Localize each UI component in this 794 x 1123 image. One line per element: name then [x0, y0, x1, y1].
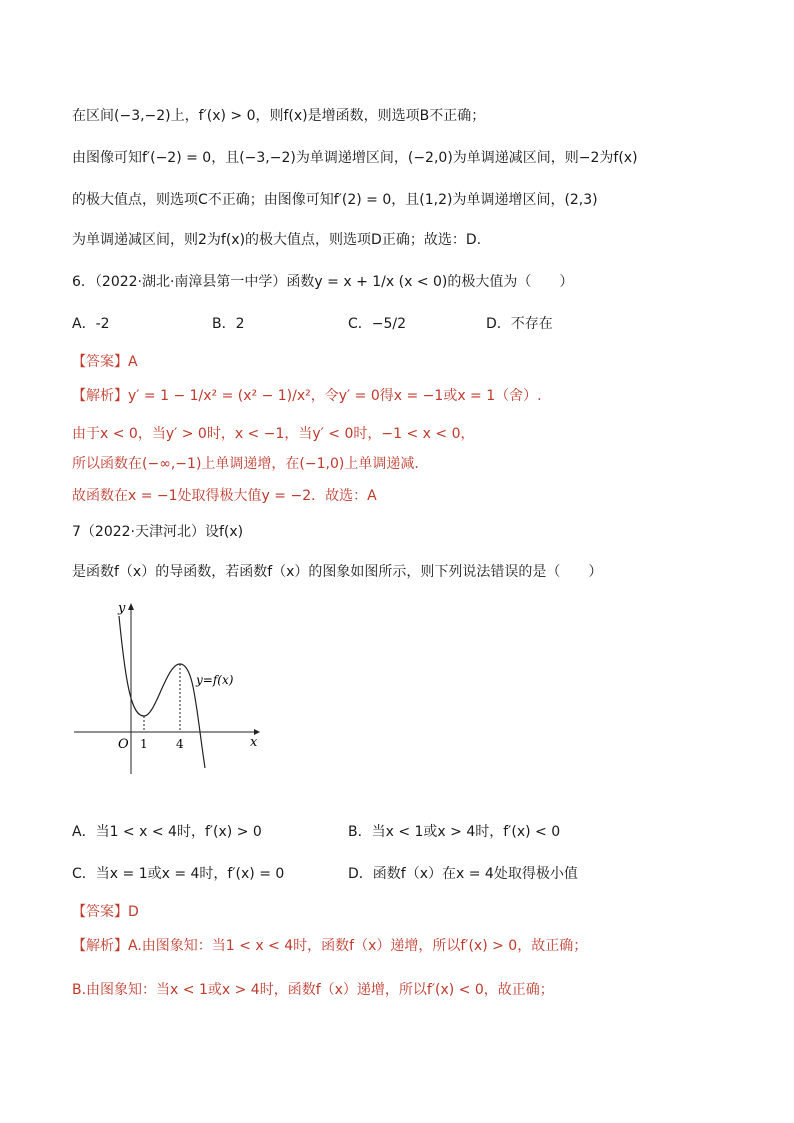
- q6-analysis-1: 【解析】y′ = 1 − 1/x² = (x² − 1)/x²，令y′ = 0得x = −1或x = 1（舍）.: [72, 388, 542, 404]
- q7-option-a: A．当1 < x < 4时，f′(x) > 0: [72, 824, 262, 840]
- text-line-1: 在区间(−3,−2)上，f′(x) > 0，则f(x)是增函数，则选项B不正确；: [72, 108, 486, 124]
- question-6-stem: 6．（2022·湖北·南漳县第一中学）函数y = x + 1/x (x < 0)的极大值为（ ）: [72, 274, 574, 290]
- curve-label: y=f(x): [196, 673, 234, 687]
- q6-option-b: B．2: [212, 316, 245, 332]
- q6-option-c: C．−5/2: [348, 316, 407, 332]
- q7-analysis-1: 【解析】A.由图象知：当1 < x < 4时，函数f（x）递增，所以f′(x) > 0，故正确；: [72, 938, 588, 954]
- q6-analysis-4: 故函数在x = −1处取得极大值y = −2．故选：A: [72, 488, 377, 504]
- y-axis-arrow: [128, 603, 134, 610]
- x-axis-label: x: [250, 735, 258, 750]
- tick-label-4: 4: [176, 737, 184, 751]
- question-7-stem-2: 是函数f（x）的导函数，若函数f（x）的图象如图所示，则下列说法错误的是（ ）: [72, 564, 603, 580]
- q7-option-c: C．当x = 1或x = 4时，f′(x) = 0: [72, 866, 285, 882]
- q6-option-a: A．-2: [72, 316, 110, 332]
- function-curve: [119, 616, 205, 768]
- y-axis-label: y: [118, 601, 126, 616]
- q6-option-d: D．不存在: [486, 316, 553, 332]
- q7-analysis-2: B.由图象知：当x < 1或x > 4时，函数f（x）递增，所以f′(x) < 0，故正确；: [72, 982, 554, 998]
- q7-answer: 【答案】D: [72, 904, 139, 920]
- text-line-4: 为单调递减区间，则2为f(x)的极大值点，则选项D正确；故选：D.: [72, 232, 482, 248]
- text-line-2: 由图像可知f′(−2) = 0，且(−3,−2)为单调递增区间，(−2,0)为单调递减区间，则−2为f(x): [72, 150, 638, 166]
- q6-answer: 【答案】A: [72, 354, 138, 370]
- question-7-stem-1: 7（2022·天津河北）设f(x): [72, 524, 244, 540]
- q6-analysis-3: 所以函数在(−∞,−1)上单调递增，在(−1,0)上单调递减.: [72, 456, 419, 472]
- text-line-3: 的极大值点，则选项C不正确；由图像可知f′(2) = 0，且(1,2)为单调递增区间，(2,3): [72, 192, 598, 208]
- tick-label-1: 1: [140, 737, 148, 751]
- q7-option-d: D．函数f（x）在x = 4处取得极小值: [348, 866, 578, 882]
- q6-analysis-2: 由于x < 0，当y′ > 0时，x < −1，当y′ < 0时，−1 < x < 0，: [72, 426, 475, 442]
- origin-label: O: [118, 737, 129, 752]
- function-graph: [68, 598, 268, 778]
- q7-option-b: B．当x < 1或x > 4时，f′(x) < 0: [348, 824, 561, 840]
